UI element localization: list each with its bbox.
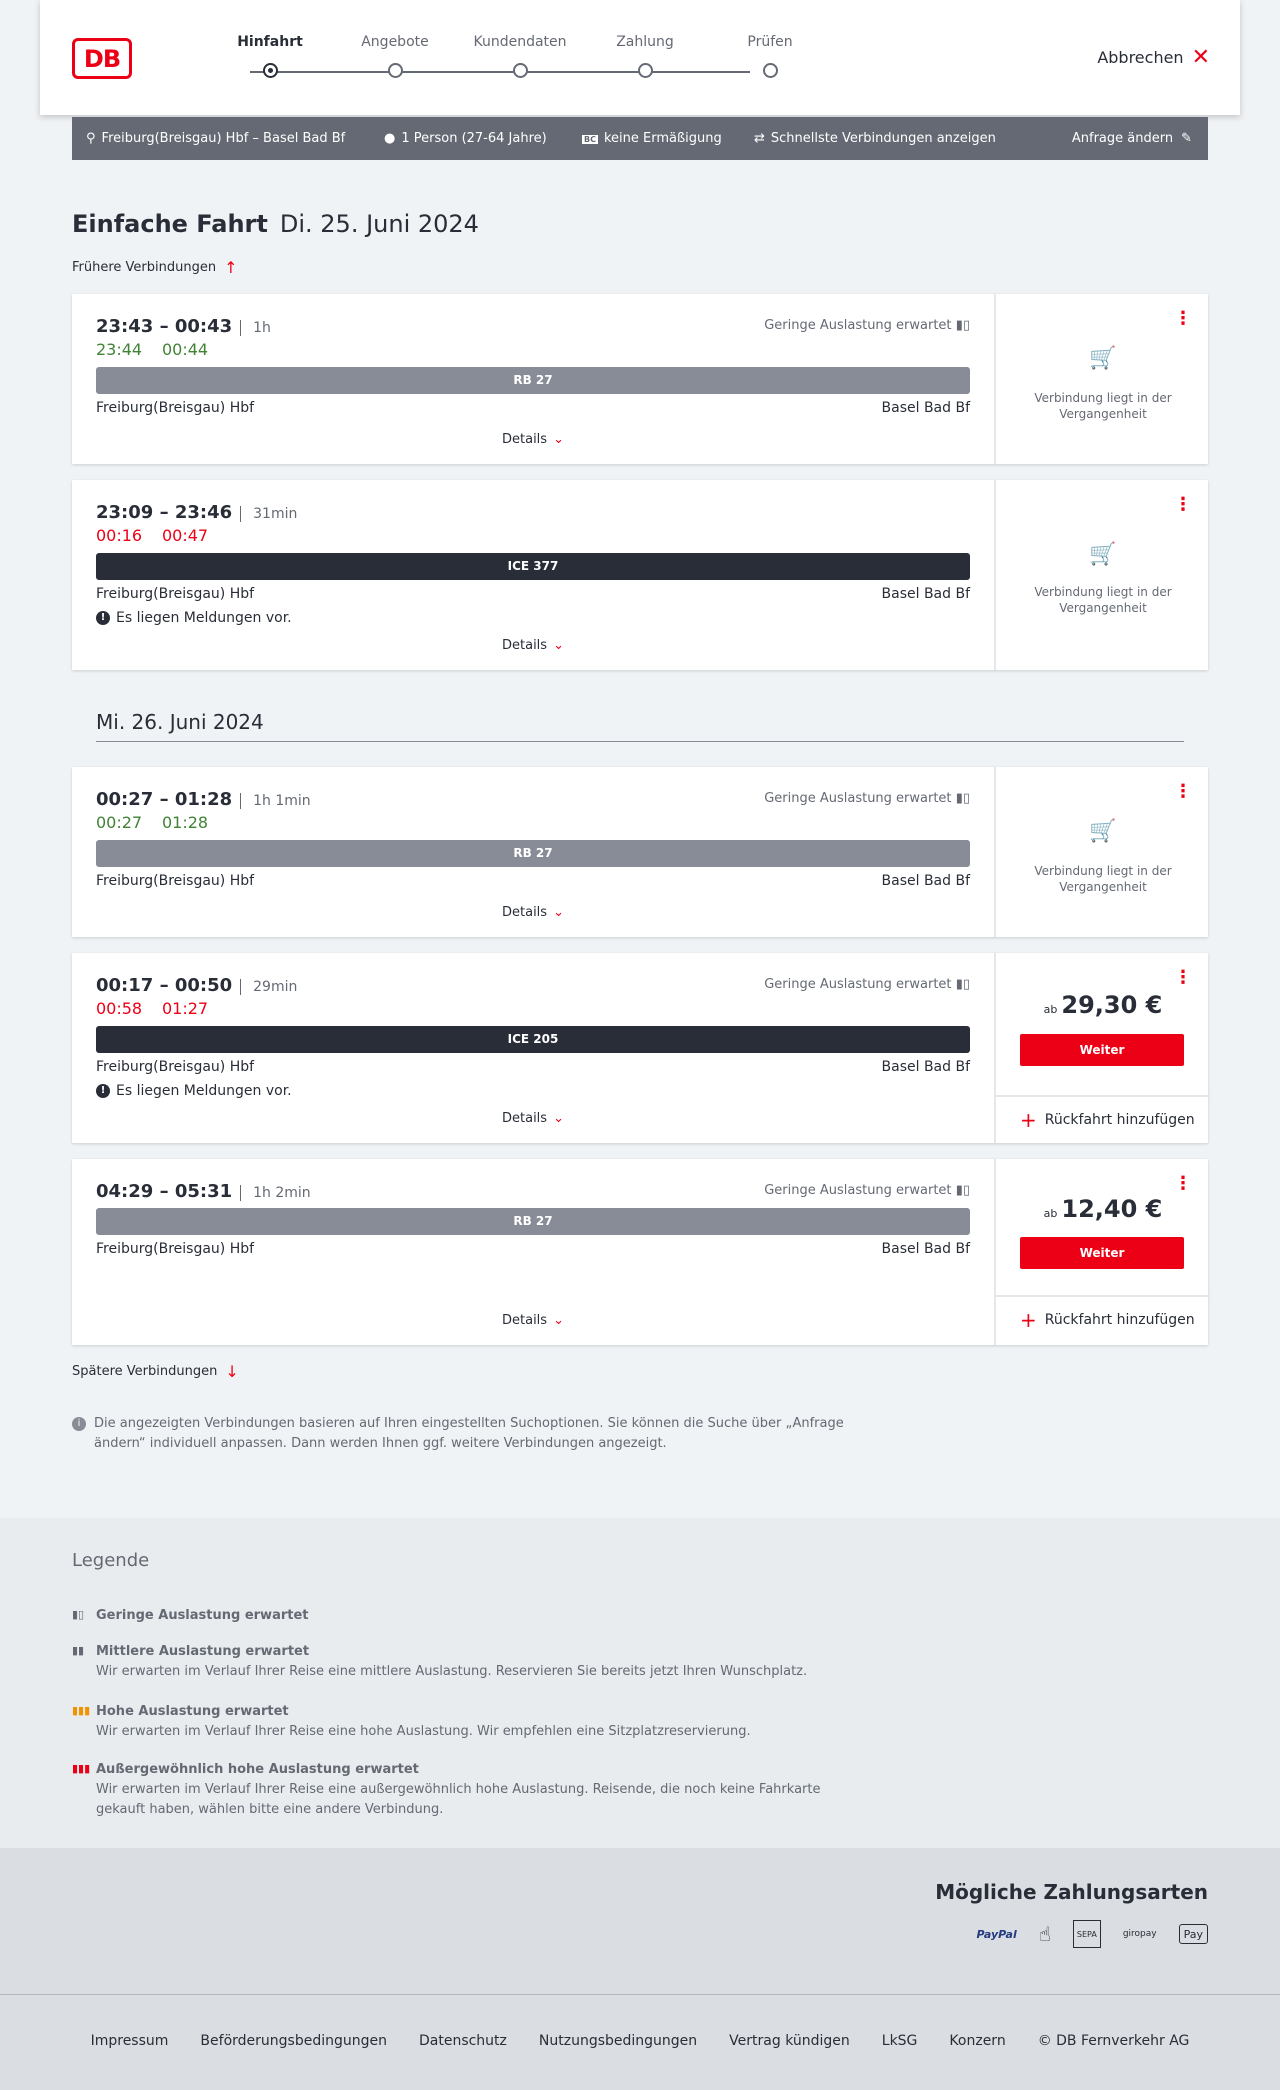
payment-icons xyxy=(977,1920,1208,1948)
step-dot xyxy=(388,63,403,78)
trip-date: Di. 25. Juni 2024 xyxy=(279,210,479,238)
more-options-icon[interactable]: ⋮ xyxy=(1174,781,1192,802)
occupancy-high-icon: ▮▮▮ xyxy=(72,1704,91,1717)
connection-card xyxy=(72,1159,1208,1345)
occupancy-low-icon: ▮▯ xyxy=(955,791,970,806)
notice-text: Es liegen Meldungen vor. xyxy=(116,610,292,626)
later-label: Spätere Verbindungen xyxy=(72,1364,218,1379)
arrival-station: Basel Bad Bf xyxy=(881,586,970,602)
realtime-departure: 23:44 xyxy=(96,340,143,359)
earlier-connections-link[interactable] xyxy=(72,258,238,277)
occupancy-text: Geringe Auslastung erwartet xyxy=(764,318,952,333)
train-bar: RB 27 xyxy=(96,840,970,867)
more-options-icon[interactable]: ⋮ xyxy=(1174,308,1192,329)
realtime-times xyxy=(96,340,228,359)
cart-unavailable-icon: 🛒 xyxy=(1089,819,1117,844)
cancel-label: Abbrechen xyxy=(1097,48,1184,67)
departure-station: Freiburg(Breisgau) Hbf xyxy=(96,1241,255,1257)
price-value: 12,40 € xyxy=(1061,1195,1163,1223)
date-heading: Mi. 26. Juni 2024 xyxy=(96,710,1184,742)
connection-offer xyxy=(994,1159,1208,1345)
disruption-notice xyxy=(96,610,292,626)
chevron-down-icon: ⌄ xyxy=(553,905,564,920)
price-prefix: ab xyxy=(1043,1003,1058,1016)
credit-card-icon: ☝ xyxy=(1038,1922,1051,1946)
realtime-arrival: 00:47 xyxy=(162,526,209,545)
occupancy-indicator xyxy=(764,318,970,333)
train-bar: RB 27 xyxy=(96,367,970,394)
passenger-info xyxy=(384,131,547,146)
step-dot xyxy=(263,63,278,78)
footer-link-konzern[interactable]: Konzern xyxy=(949,2033,1006,2049)
progress-stepper xyxy=(210,34,793,84)
giropay-icon: giropay xyxy=(1122,1929,1157,1939)
realtime-times xyxy=(96,999,228,1018)
step-label: Kundendaten xyxy=(473,34,567,50)
legend-item-medium xyxy=(72,1642,872,1682)
occupancy-low-icon: ▮▯ xyxy=(955,977,970,992)
time-range: 23:43 – 00:43 xyxy=(96,316,233,337)
duration: 29min xyxy=(240,979,297,995)
step-dot xyxy=(638,63,653,78)
step-kundendaten xyxy=(460,34,580,50)
price xyxy=(996,1195,1210,1223)
chevron-down-icon: ⌄ xyxy=(553,1111,564,1126)
departure-station: Freiburg(Breisgau) Hbf xyxy=(96,873,255,889)
arrow-up-icon: ↑ xyxy=(224,258,238,277)
route-text: Freiburg(Breisgau) Hbf – Basel Bad Bf xyxy=(101,131,346,146)
header xyxy=(40,0,1240,115)
discount-info xyxy=(582,131,722,146)
disruption-notice xyxy=(96,1083,292,1099)
details-label: Details xyxy=(502,432,548,447)
duration: 1h xyxy=(240,320,271,336)
duration: 1h 1min xyxy=(240,793,311,809)
legend-item-title: Mittlere Auslastung erwartet xyxy=(96,1644,310,1659)
train-bar: RB 27 xyxy=(96,1208,970,1235)
duration: 31min xyxy=(240,506,297,522)
price xyxy=(996,991,1210,1019)
footer-link-lksg[interactable]: LkSG xyxy=(881,2033,918,2049)
realtime-arrival: 00:44 xyxy=(162,340,209,359)
more-options-icon[interactable]: ⋮ xyxy=(1174,1173,1192,1194)
info-text: Die angezeigten Verbindungen basieren auf Ihren eingestellten Suchoptionen. Sie können die Suche über „Anfrage ändern“ individuell anpassen. Dann werden Ihnen ggf. weitere Verbindungen angezeigt. xyxy=(94,1416,844,1451)
connection-card xyxy=(72,767,1208,937)
later-connections-link[interactable] xyxy=(72,1362,239,1381)
step-pruefen xyxy=(710,34,830,50)
legend-item-title: Außergewöhnlich hohe Auslastung erwartet xyxy=(96,1762,419,1777)
occupancy-text: Geringe Auslastung erwartet xyxy=(764,1183,952,1198)
apple-pay-icon: Pay xyxy=(1179,1924,1208,1944)
warning-icon: ! xyxy=(96,611,110,625)
past-connection-text: Verbindung liegt in der Vergangenheit xyxy=(1034,864,1172,894)
arrival-station: Basel Bad Bf xyxy=(881,400,970,416)
more-options-icon[interactable]: ⋮ xyxy=(1174,967,1192,988)
search-summary-bar xyxy=(72,117,1208,160)
planned-times xyxy=(96,316,271,337)
add-return-trip-button[interactable] xyxy=(996,1295,1210,1343)
connection-offer xyxy=(994,480,1208,670)
change-request-button[interactable] xyxy=(1072,131,1192,146)
step-zahlung xyxy=(585,34,705,50)
stepper-line xyxy=(250,71,750,73)
footer-link-befoerderungsbedingungen[interactable]: Beförderungsbedingungen xyxy=(200,2033,387,2049)
sepa-icon: SEPA xyxy=(1073,1920,1101,1948)
details-label: Details xyxy=(502,905,548,920)
connection-main[interactable] xyxy=(72,953,994,1143)
plus-icon: + xyxy=(1020,1308,1037,1332)
chevron-down-icon: ⌄ xyxy=(553,1313,564,1328)
train-bar: ICE 377 xyxy=(96,553,970,580)
paypal-icon: PayPal xyxy=(976,1927,1017,1941)
details-toggle[interactable] xyxy=(72,638,994,653)
occupancy-medium-icon: ▮▮ xyxy=(72,1644,85,1657)
continue-button[interactable]: Weiter xyxy=(1020,1237,1184,1269)
close-icon: ✕ xyxy=(1191,44,1210,70)
details-toggle[interactable] xyxy=(72,1313,994,1328)
step-dot xyxy=(763,63,778,78)
location-pin-icon: ⚲ xyxy=(86,131,96,146)
occupancy-low-icon: ▮▯ xyxy=(72,1608,85,1621)
occupancy-low-icon: ▮▯ xyxy=(955,1183,970,1198)
bahncard-icon: BC xyxy=(584,135,596,144)
legend-item-text: Wir erwarten im Verlauf Ihrer Reise eine mittlere Auslastung. Reservieren Sie bereits jetzt Ihren Wunschplatz. xyxy=(96,1664,808,1679)
connection-main[interactable] xyxy=(72,480,994,670)
connection-card xyxy=(72,953,1208,1143)
footer-link-impressum[interactable]: Impressum xyxy=(90,2033,169,2049)
time-range: 00:17 – 00:50 xyxy=(96,975,233,996)
add-return-trip-button[interactable] xyxy=(996,1095,1210,1143)
train-bar: ICE 205 xyxy=(96,1026,970,1053)
footer-link-datenschutz[interactable]: Datenschutz xyxy=(418,2033,507,2049)
realtime-times xyxy=(96,526,228,545)
realtime-departure: 00:58 xyxy=(96,999,143,1018)
chevron-down-icon: ⌄ xyxy=(553,432,564,447)
planned-times xyxy=(96,1181,311,1202)
payment-methods-section xyxy=(0,1848,1280,1994)
occupancy-text: Geringe Auslastung erwartet xyxy=(764,791,952,806)
legend-item-low xyxy=(72,1606,872,1626)
step-angebote xyxy=(335,34,455,50)
legend-item-title: Geringe Auslastung erwartet xyxy=(96,1608,309,1623)
pencil-icon: ✎ xyxy=(1181,131,1192,146)
chevron-down-icon: ⌄ xyxy=(553,638,564,653)
legend-item-title: Hohe Auslastung erwartet xyxy=(96,1704,289,1719)
warning-icon: ! xyxy=(96,1084,110,1098)
planned-times xyxy=(96,789,311,810)
step-dot xyxy=(513,63,528,78)
fastest-connections-toggle[interactable] xyxy=(754,131,996,146)
step-label: Hinfahrt xyxy=(237,34,303,50)
connection-main[interactable] xyxy=(72,294,994,464)
realtime-times xyxy=(96,813,228,832)
realtime-departure: 00:16 xyxy=(96,526,143,545)
details-label: Details xyxy=(502,638,548,653)
legend-item-text: Wir erwarten im Verlauf Ihrer Reise eine hohe Auslastung. Wir empfehlen eine Sitzplatzreservierung. xyxy=(96,1724,751,1739)
price-value: 29,30 € xyxy=(1061,991,1163,1019)
departure-station: Freiburg(Breisgau) Hbf xyxy=(96,400,255,416)
occupancy-low-icon: ▮▯ xyxy=(955,318,970,333)
notice-text: Es liegen Meldungen vor. xyxy=(116,1083,292,1099)
occupancy-indicator xyxy=(764,791,970,806)
plus-icon: + xyxy=(1020,1108,1037,1132)
occupancy-text: Geringe Auslastung erwartet xyxy=(764,977,952,992)
past-connection-text: Verbindung liegt in der Vergangenheit xyxy=(1034,391,1172,421)
footer-copyright: © DB Fernverkehr AG xyxy=(1037,2033,1190,2049)
details-toggle[interactable] xyxy=(72,432,994,447)
legend-section xyxy=(0,1518,1280,1848)
realtime-arrival: 01:28 xyxy=(162,813,209,832)
details-toggle[interactable] xyxy=(72,1111,994,1126)
swap-icon: ⇄ xyxy=(754,131,765,146)
step-label: Prüfen xyxy=(747,34,793,50)
cart-unavailable-icon: 🛒 xyxy=(1089,346,1117,371)
past-connection-text: Verbindung liegt in der Vergangenheit xyxy=(1034,585,1172,615)
connection-main[interactable] xyxy=(72,1159,994,1345)
discount-text: keine Ermäßigung xyxy=(603,131,722,146)
earlier-label: Frühere Verbindungen xyxy=(72,260,217,275)
fastest-text: Schnellste Verbindungen anzeigen xyxy=(770,131,996,146)
legend-item-high xyxy=(72,1702,872,1742)
footer-links xyxy=(0,2033,1280,2049)
connection-card xyxy=(72,294,1208,464)
change-request-label: Anfrage ändern xyxy=(1071,131,1174,146)
occupancy-indicator xyxy=(764,1183,970,1198)
time-range: 00:27 – 01:28 xyxy=(96,789,233,810)
step-label: Angebote xyxy=(361,34,429,50)
connection-offer xyxy=(994,953,1208,1143)
legend-title: Legende xyxy=(72,1550,150,1571)
connection-offer xyxy=(994,767,1208,937)
details-toggle[interactable] xyxy=(72,905,994,920)
occupancy-indicator xyxy=(764,977,970,992)
time-range: 04:29 – 05:31 xyxy=(96,1181,233,1202)
footer-link-vertrag-kuendigen[interactable]: Vertrag kündigen xyxy=(729,2033,850,2049)
step-hinfahrt xyxy=(210,34,330,50)
departure-station: Freiburg(Breisgau) Hbf xyxy=(96,1059,255,1075)
route-info xyxy=(86,131,345,146)
step-label: Zahlung xyxy=(616,34,674,50)
db-logo[interactable]: DB xyxy=(72,38,132,79)
footer xyxy=(0,1994,1280,2090)
cart-unavailable-icon: 🛒 xyxy=(1089,542,1117,567)
footer-link-nutzungsbedingungen[interactable]: Nutzungsbedingungen xyxy=(538,2033,698,2049)
search-info-note xyxy=(72,1414,872,1454)
more-options-icon[interactable]: ⋮ xyxy=(1174,494,1192,515)
price-prefix: ab xyxy=(1043,1207,1058,1220)
continue-button[interactable]: Weiter xyxy=(1020,1034,1184,1066)
add-return-label: Rückfahrt hinzufügen xyxy=(1044,1312,1195,1328)
cancel-button[interactable] xyxy=(1097,44,1210,70)
legend-item-text: Wir erwarten im Verlauf Ihrer Reise eine außergewöhnlich hohe Auslastung. Reisende, die noch keine Fahrkarte gekauft haben, wählen bitte eine andere Verbindung. xyxy=(96,1782,821,1817)
departure-station: Freiburg(Breisgau) Hbf xyxy=(96,586,255,602)
arrival-station: Basel Bad Bf xyxy=(881,1241,970,1257)
arrow-down-icon: ↓ xyxy=(225,1362,239,1381)
arrival-station: Basel Bad Bf xyxy=(881,873,970,889)
time-range: 23:09 – 23:46 xyxy=(96,502,233,523)
person-icon: ● xyxy=(384,131,396,146)
duration: 1h 2min xyxy=(240,1185,311,1201)
details-label: Details xyxy=(502,1111,548,1126)
info-icon: i xyxy=(72,1417,86,1431)
connection-offer xyxy=(994,294,1208,464)
realtime-departure: 00:27 xyxy=(96,813,143,832)
occupancy-very-high-icon: ▮▮▮ xyxy=(72,1762,91,1775)
add-return-label: Rückfahrt hinzufügen xyxy=(1044,1112,1195,1128)
payment-title: Mögliche Zahlungsarten xyxy=(935,1880,1208,1904)
planned-times xyxy=(96,502,297,523)
trip-type: Einfache Fahrt xyxy=(72,210,268,238)
arrival-station: Basel Bad Bf xyxy=(881,1059,970,1075)
passenger-text: 1 Person (27-64 Jahre) xyxy=(401,131,547,146)
planned-times xyxy=(96,975,297,996)
legend-item-very-high xyxy=(72,1760,872,1820)
connection-main[interactable] xyxy=(72,767,994,937)
connection-card xyxy=(72,480,1208,670)
details-label: Details xyxy=(502,1313,548,1328)
realtime-arrival: 01:27 xyxy=(162,999,209,1018)
page-title xyxy=(72,210,479,238)
